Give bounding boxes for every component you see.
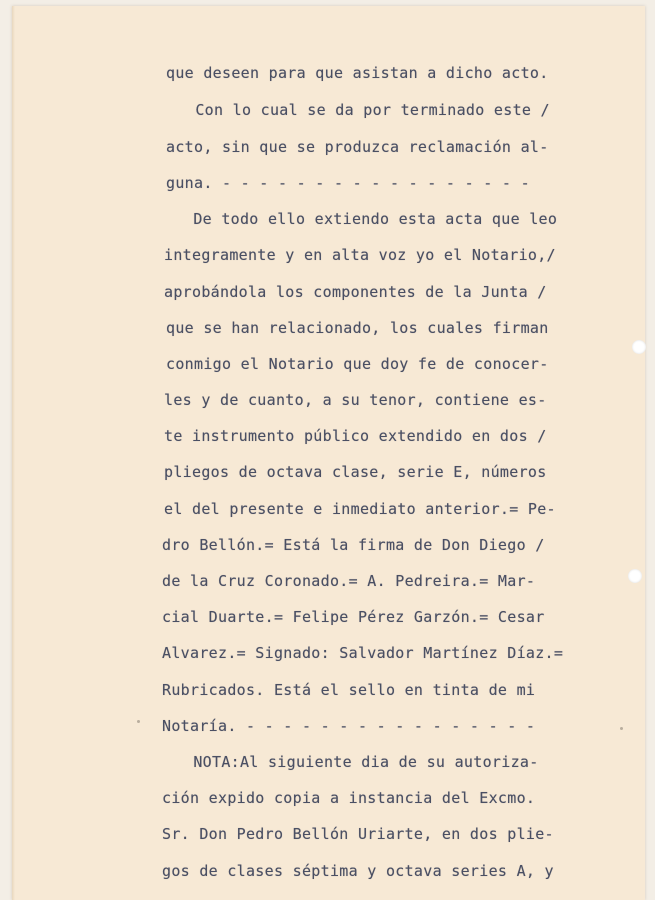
paper-left-edge — [12, 6, 15, 900]
text-line-1: que deseen para que asistan a dicho acto. — [166, 64, 549, 82]
punch-hole-lower — [628, 569, 642, 583]
text-line-6: integramente y en alta voz yo el Notario,/ — [164, 246, 556, 264]
text-line-3: acto, sin que se produzca reclamación al- — [166, 138, 549, 156]
text-line-20: NOTA:Al siguiente dia de su autoriza- — [156, 753, 539, 771]
text-line-18: Rubricados. Está el sello en tinta de mi — [162, 681, 536, 699]
text-line-5: De todo ello extiendo esta acta que leo — [156, 210, 558, 228]
text-line-13: el del presente e inmediato anterior.= Pe- — [164, 500, 556, 518]
text-line-16: cial Duarte.= Felipe Pérez Garzón.= Cesar — [162, 608, 545, 626]
text-line-8: que se han relacionado, los cuales firman — [166, 319, 549, 337]
text-line-2: Con lo cual se da por terminado este / — [158, 101, 550, 119]
text-line-23: gos de clases séptima y octava series A, y — [162, 862, 554, 880]
text-line-21: ción expido copia a instancia del Excmo. — [162, 789, 536, 807]
text-line-10: les y de cuanto, a su tenor, contiene es- — [164, 391, 547, 409]
punch-hole-upper — [632, 340, 646, 354]
text-line-15: de la Cruz Coronado.= A. Pedreira.= Mar- — [162, 572, 536, 590]
text-line-22: Sr. Don Pedro Bellón Uriarte, en dos plie- — [162, 825, 554, 843]
text-line-14: dro Bellón.= Está la firma de Don Diego / — [162, 536, 545, 554]
text-line-17: Alvarez.= Signado: Salvador Martínez Díaz.= — [162, 644, 564, 662]
text-line-4: guna. - - - - - - - - - - - - - - - - - — [166, 174, 530, 192]
paper-speck — [620, 727, 623, 730]
text-line-19: Notaría. - - - - - - - - - - - - - - - - — [162, 717, 536, 735]
text-line-7: aprobándola los componentes de la Junta / — [164, 283, 547, 301]
paper-speck — [137, 720, 140, 723]
text-line-12: pliegos de octava clase, serie E, números — [164, 463, 547, 481]
text-line-11: te instrumento público extendido en dos / — [164, 427, 547, 445]
text-line-9: conmigo el Notario que doy fe de conocer- — [166, 355, 549, 373]
